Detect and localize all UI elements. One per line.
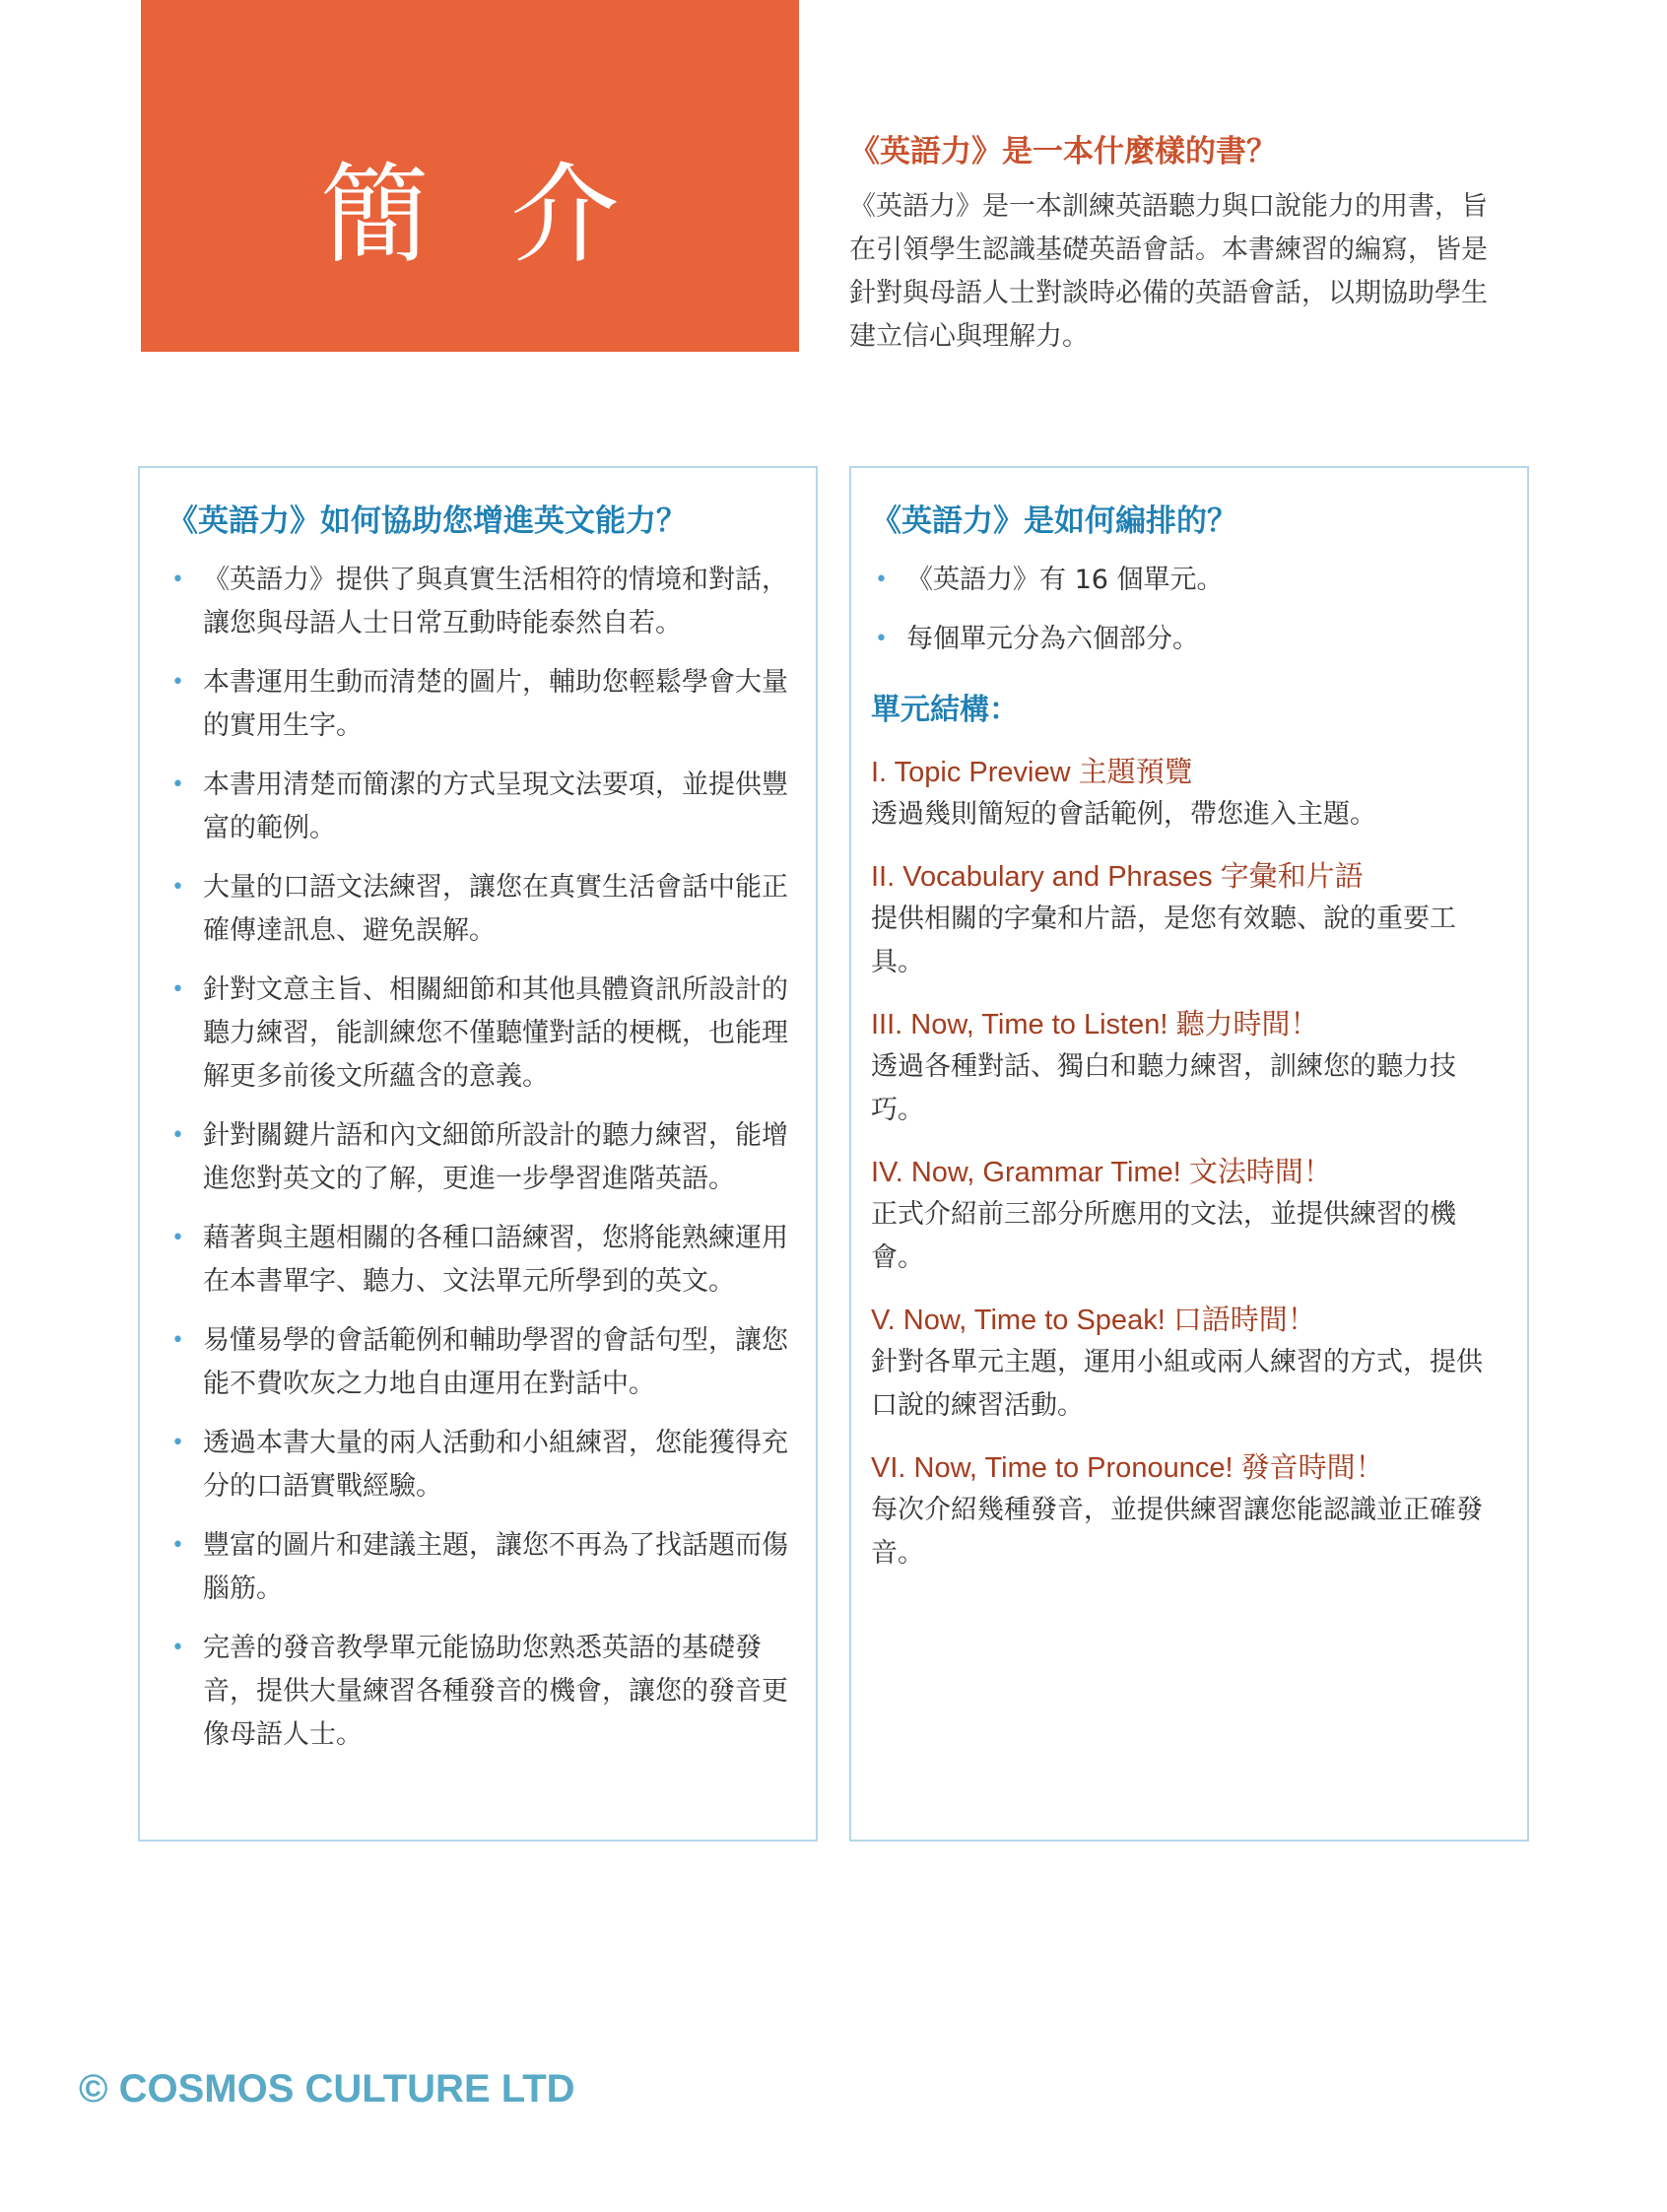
section-title: VI. Now, Time to Pronounce! 發音時間！	[871, 1452, 1384, 1484]
list-item-text: 藉著與主題相關的各種口語練習，您將能熟練運用在本書單字、聽力、文法單元所學到的英文。	[203, 1223, 788, 1297]
left-box	[138, 466, 818, 1842]
list-item	[167, 866, 790, 953]
left-bullet-list	[167, 559, 790, 1757]
section-title: I. Topic Preview 主題預覽	[871, 757, 1193, 788]
section-title: V. Now, Time to Speak! 口語時間！	[871, 1305, 1316, 1336]
list-item	[167, 661, 790, 748]
list-item-text: 《英語力》有 16 個單元。	[906, 565, 1224, 595]
list-item-text: 易懂易學的會話範例和輔助學習的會話句型，讓您能不費吹灰之力地自由運用在對話中。	[203, 1325, 788, 1399]
list-item	[167, 969, 790, 1099]
bullet-icon: •	[171, 1431, 184, 1455]
bullet-icon: •	[171, 1123, 184, 1148]
bullet-icon: •	[171, 1328, 184, 1353]
bullet-icon: •	[171, 1226, 184, 1250]
page-title: 簡 介	[320, 151, 643, 278]
list-item-text: 本書運用生動而清楚的圖片，輔助您輕鬆學會大量的實用生字。	[203, 667, 788, 741]
list-item	[167, 1319, 790, 1406]
bullet-icon: •	[171, 1533, 184, 1558]
section-desc: 針對各單元主題，運用小組或兩人練習的方式，提供口說的練習活動。	[871, 1347, 1483, 1421]
bullet-icon: •	[171, 568, 184, 592]
section-desc: 正式介紹前三部分所應用的文法，並提供練習的機會。	[871, 1199, 1456, 1273]
intro-body: 《英語力》是一本訓練英語聽力與口說能力的用書，旨在引領學生認識基礎英語會話。本書練習的編寫，皆是針對與母語人士對談時必備的英語會話，以期協助學生建立信心與理解力。	[849, 191, 1488, 352]
section-desc: 透過各種對話、獨白和聽力練習，訓練您的聽力技巧。	[871, 1051, 1456, 1125]
right-box	[849, 466, 1529, 1842]
left-box-heading: 《英語力》如何協助您增進英文能力？	[167, 503, 687, 539]
section-desc: 提供相關的字彙和片語，是您有效聽、說的重要工具。	[871, 904, 1456, 977]
list-item	[167, 1524, 790, 1611]
section-title: IV. Now, Grammar Time! 文法時間！	[871, 1157, 1332, 1188]
list-item	[167, 559, 790, 645]
list-item-text: 《英語力》提供了與真實生活相符的情境和對話，讓您與母語人士日常互動時能泰然自若。	[203, 565, 788, 638]
unit-section	[871, 1447, 1501, 1575]
unit-section	[871, 752, 1501, 837]
right-box-heading: 《英語力》是如何編排的？	[871, 503, 1237, 539]
section-title: II. Vocabulary and Phrases 字彙和片語	[871, 861, 1364, 893]
list-item-text: 大量的口語文法練習，讓您在真實生活會話中能正確傳達訊息、避免誤解。	[203, 872, 788, 946]
list-item-text: 透過本書大量的兩人活動和小組練習，您能獲得充分的口語實戰經驗。	[203, 1428, 788, 1502]
unit-section	[871, 856, 1501, 984]
section-title: III. Now, Time to Listen! 聽力時間！	[871, 1009, 1319, 1040]
list-item-text: 針對文意主旨、相關細節和其他具體資訊所設計的聽力練習，能訓練您不僅聽懂對話的梗概，也能理解更多前後文所蘊含的意義。	[203, 974, 788, 1092]
list-item	[167, 1114, 790, 1201]
section-desc: 透過幾則簡短的會話範例，帶您進入主題。	[871, 799, 1376, 830]
unit-section	[871, 1004, 1501, 1132]
list-item	[871, 618, 1501, 661]
list-item	[167, 764, 790, 850]
copyright-footer: © COSMOS CULTURE LTD	[79, 2067, 575, 2111]
title-block	[141, 0, 799, 352]
right-bullet-list	[871, 559, 1501, 661]
bullet-icon: •	[171, 875, 184, 900]
bullet-icon: •	[171, 772, 184, 797]
bullet-icon: •	[875, 627, 888, 651]
bullet-icon: •	[171, 977, 184, 1002]
list-item-text: 完善的發音教學單元能協助您熟悉英語的基礎發音，提供大量練習各種發音的機會，讓您的發音更像母語人士。	[203, 1633, 788, 1750]
bullet-icon: •	[875, 568, 888, 592]
structure-heading: 單元結構：	[871, 693, 1019, 727]
unit-section	[871, 1152, 1501, 1280]
list-item-text: 豐富的圖片和建議主題，讓您不再為了找話題而傷腦筋。	[203, 1530, 788, 1604]
list-item-text: 每個單元分為六個部分。	[906, 624, 1199, 654]
list-item	[871, 559, 1501, 602]
intro-heading: 《英語力》是一本什麼樣的書？	[849, 134, 1277, 169]
list-item	[167, 1422, 790, 1508]
list-item-text: 本書用清楚而簡潔的方式呈現文法要項，並提供豐富的範例。	[203, 770, 788, 843]
unit-section	[871, 1300, 1501, 1428]
list-item	[167, 1627, 790, 1757]
bullet-icon: •	[171, 670, 184, 695]
list-item-text: 針對關鍵片語和內文細節所設計的聽力練習，能增進您對英文的了解，更進一步學習進階英語。	[203, 1120, 788, 1194]
section-desc: 每次介紹幾種發音，並提供練習讓您能認識並正確發音。	[871, 1495, 1483, 1569]
intro-section	[849, 128, 1490, 359]
list-item	[167, 1217, 790, 1304]
bullet-icon: •	[171, 1636, 184, 1660]
